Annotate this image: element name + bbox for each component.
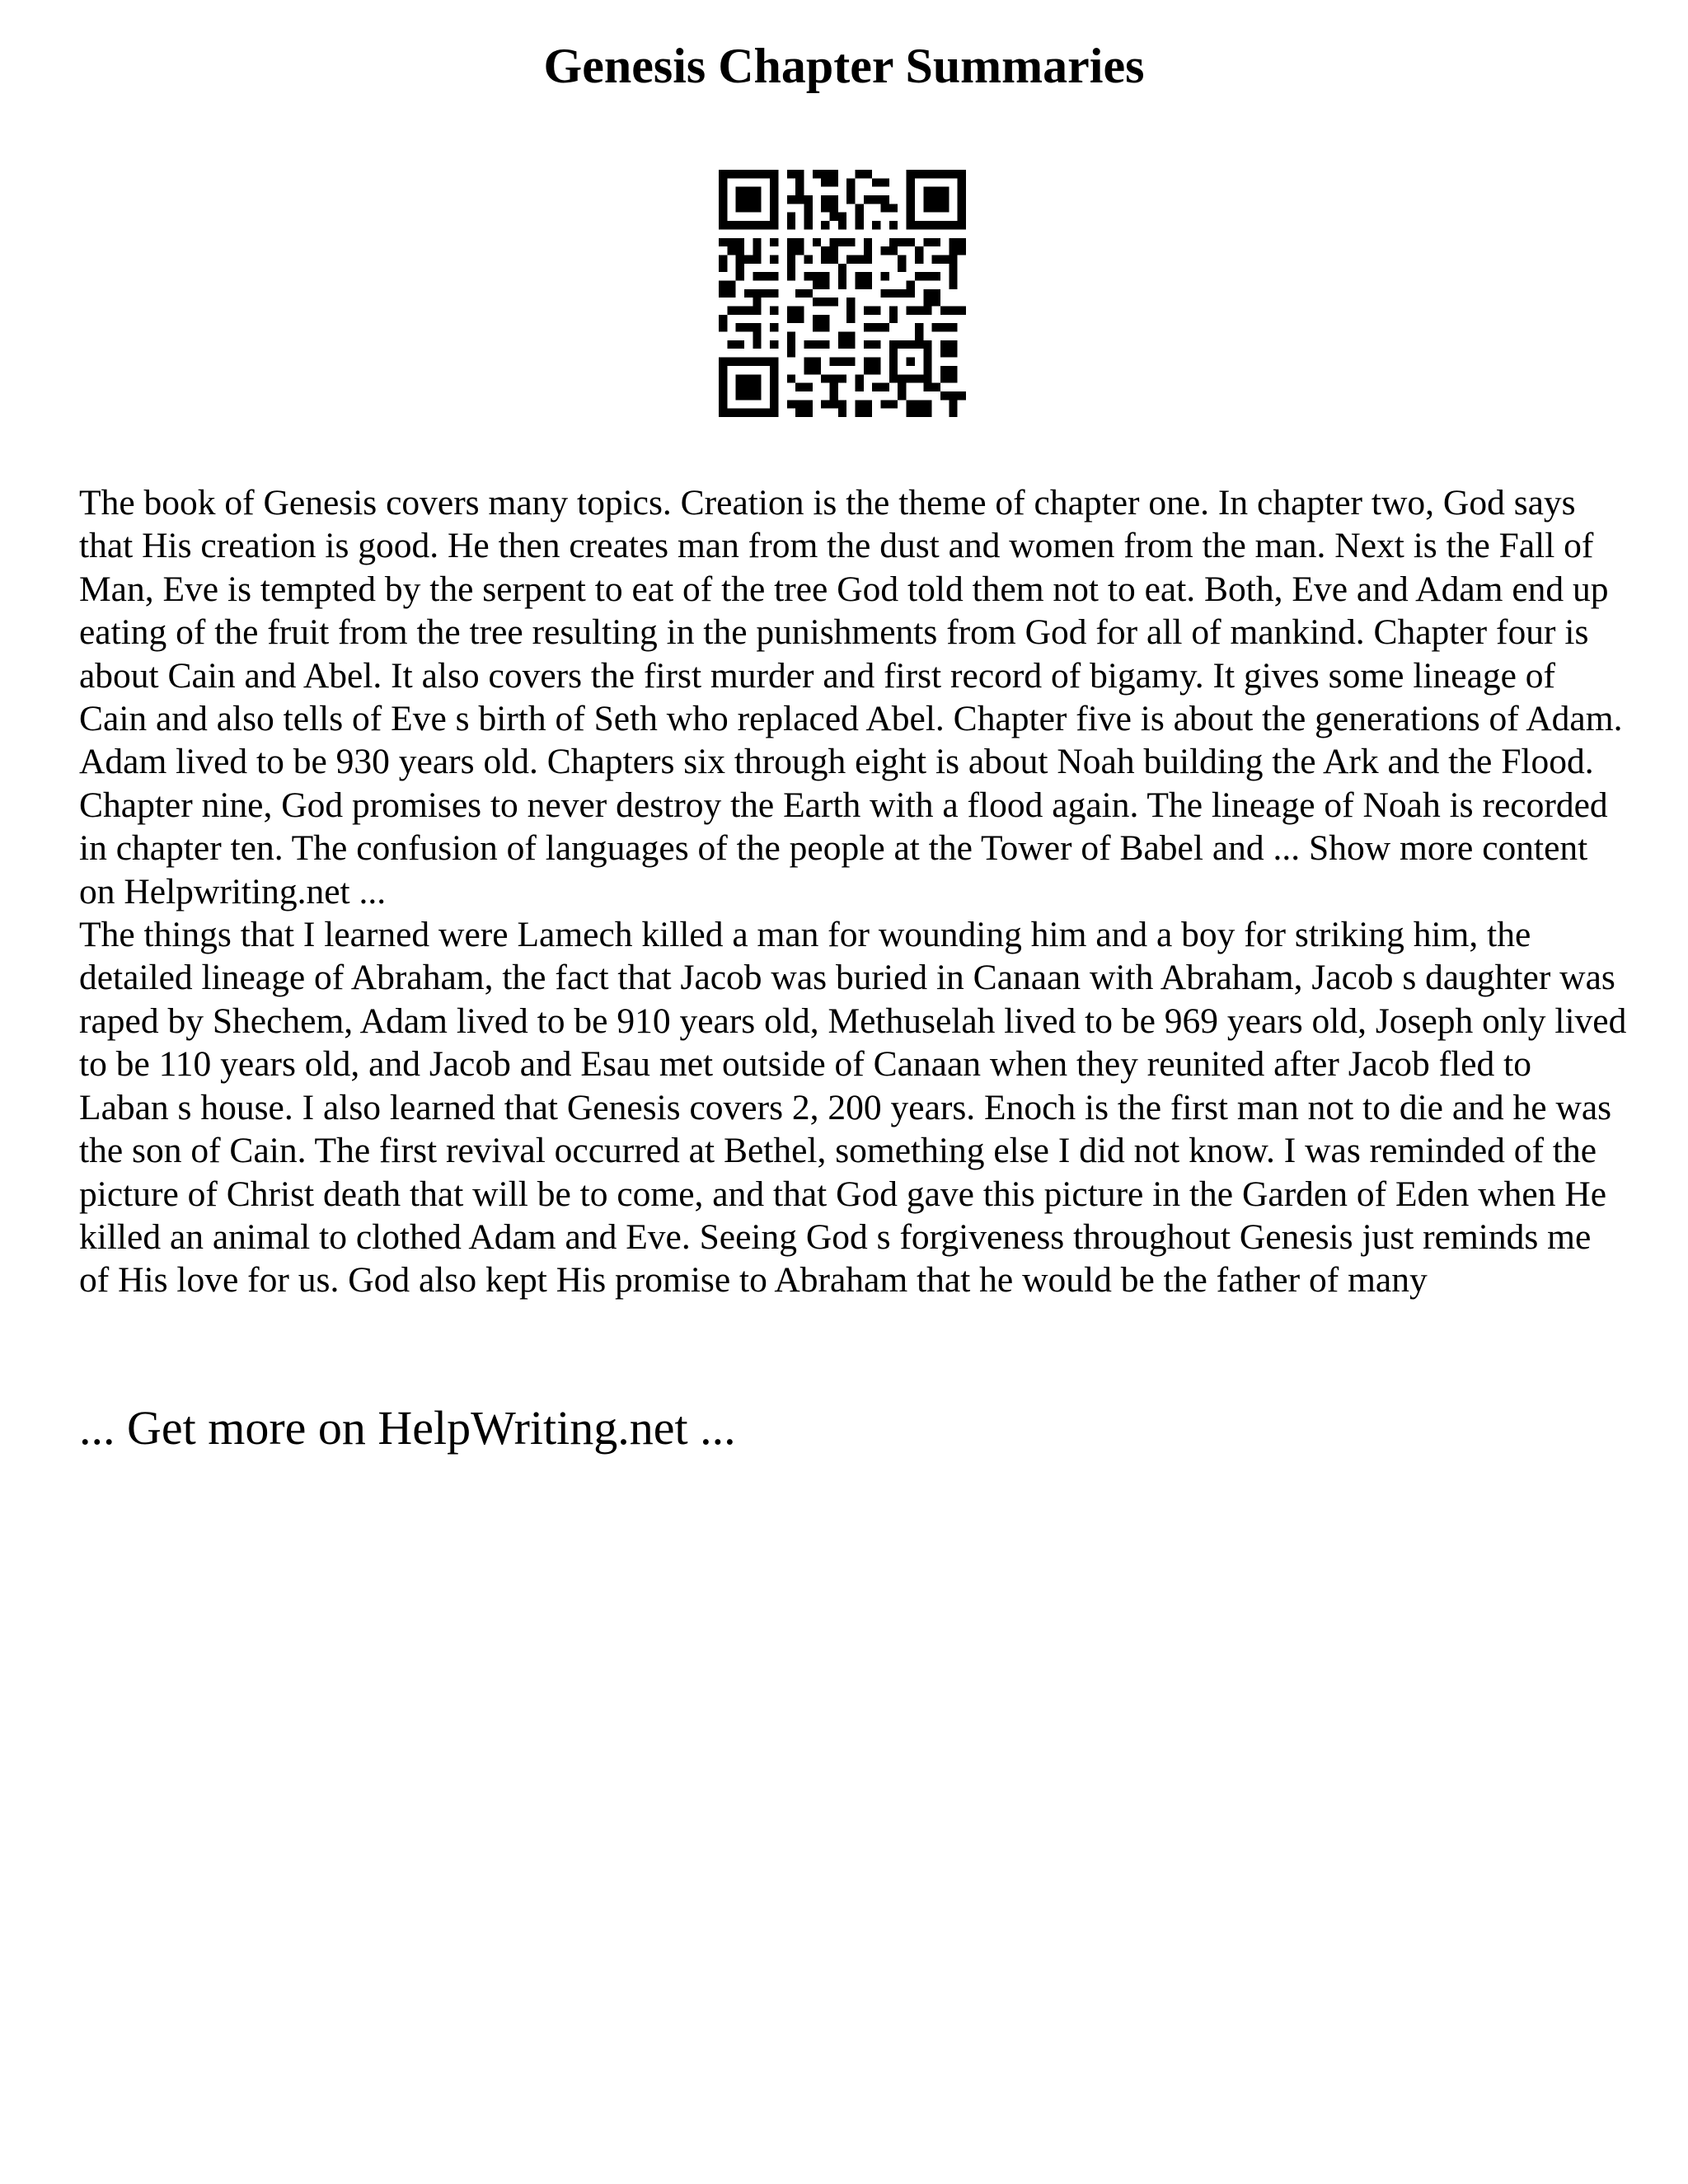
get-more-link[interactable]: ... Get more on HelpWriting.net ... <box>79 1401 736 1455</box>
paragraph-summary: The book of Genesis covers many topics. Creation is the theme of chapter one. In chapter two, God says that His creation is good. He then creates man from the dust and women from the man. Next is the Fall of Man, Eve is tempted by the serpent to eat of the tree God told them not to eat. Both, Eve and Adam end up eating of the fruit from the tree resulting in the punishments from God for all of mankind. Chapter four is about Cain and Abel. It also covers the first murder and first record of bigamy. It gives some lineage of Cain and also tells of Eve s birth of Seth who replaced Abel. Chapter five is about the generations of Adam. Adam lived to be 930 years old. Chapters six through eight is about Noah building the Ark and the Flood. Chapter nine, God promises to never destroy the Earth with a flood again. The lineage of Noah is recorded in chapter ten. The confusion of languages of the people at the Tower of Babel and ... Show more content on Helpwriting.net ... <box>79 483 1623 912</box>
paragraph-learned: The things that I learned were Lamech killed a man for wounding him and a boy for striking him, the detailed lineage of Abraham, the fact that Jacob was buried in Canaan with Abraham, Jacob s daughter was raped by Shechem, Adam lived to be 910 years old, Methuselah lived to be 969 years old, Joseph only lived to be 110 years old, and Jacob and Esau met outside of Canaan when they reunited after Jacob fled to Laban s house. I also learned that Genesis covers 2, 200 years. Enoch is the first man not to die and he was the son of Cain. The first revival occurred at Bethel, something else I did not know. I was reminded of the picture of Christ death that will be to come, and that God gave this picture in the Garden of Eden when He killed an animal to clothed Adam and Eve. Seeing God s forgiveness throughout Genesis just reminds me of His love for us. God also kept His promise to Abraham that he would be the father of many <box>79 915 1627 1301</box>
document-body <box>79 481 1629 1302</box>
qr-code-icon <box>719 170 966 417</box>
document-title: Genesis Chapter Summaries <box>543 39 1145 93</box>
